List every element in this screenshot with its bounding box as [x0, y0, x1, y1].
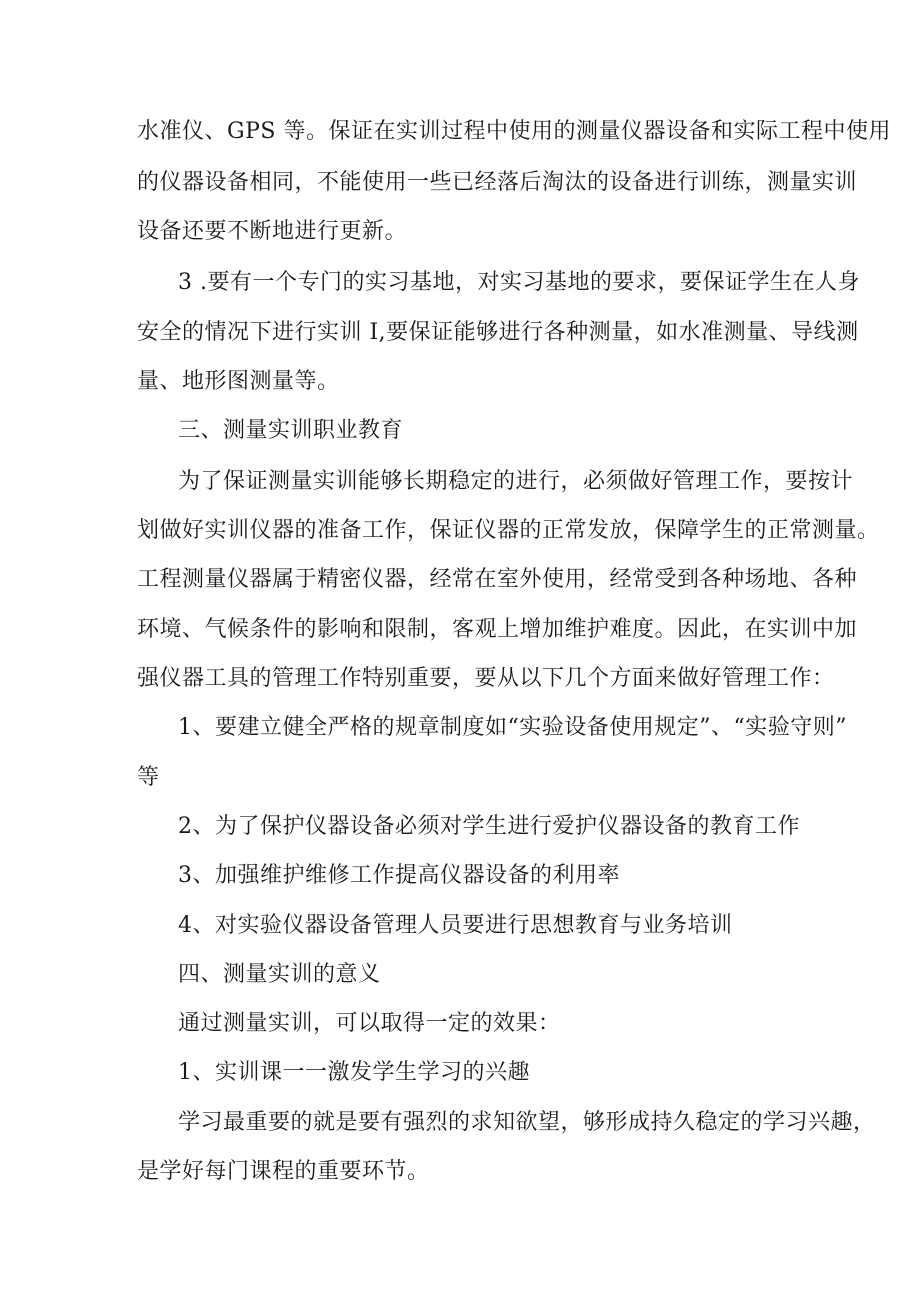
subsection-heading: 1、实训课一一激发学生学习的兴趣: [178, 1060, 530, 1085]
section-heading: 三、测量实训职业教育: [178, 418, 404, 443]
paragraph-line: 3 .要有一个专门的实习基地，对实习基地的要求，要保证学生在人身: [178, 270, 860, 295]
section-heading: 四、测量实训的意义: [178, 962, 381, 987]
paragraph-line: 量、地形图测量等。: [137, 369, 340, 394]
paragraph-line: 划做好实训仪器的准备工作，保证仪器的正常发放，保障学生的正常测量。: [137, 518, 880, 543]
list-item: 3、加强维护维修工作提高仪器设备的利用率: [178, 863, 620, 888]
paragraph-line: 的仪器设备相同，不能使用一些已经落后淘汰的设备进行训练，测量实训: [137, 170, 858, 195]
paragraph-line: 是学好每门课程的重要环节。: [137, 1159, 430, 1184]
paragraph-line: 学习最重要的就是要有强烈的求知欲望，够形成持久稳定的学习兴趣，: [178, 1110, 876, 1135]
paragraph-line: 强仪器工具的管理工作特别重要，要从以下几个方面来做好管理工作：: [137, 666, 835, 691]
paragraph-line: 设备还要不断地进行更新。: [137, 219, 408, 244]
list-item: 1、要建立健全严格的规章制度如“实验设备使用规定”、“实验守则”: [178, 715, 847, 740]
paragraph-line: 等: [137, 765, 160, 790]
paragraph-line: 环境、气候条件的影响和限制，客观上增加维护难度。因此，在实训中加: [137, 617, 858, 642]
paragraph-line: 通过测量实训，可以取得一定的效果：: [178, 1011, 561, 1036]
paragraph-line: 水准仪、GPS 等。保证在实训过程中使用的测量仪器设备和实际工程中使用: [137, 119, 891, 144]
paragraph-line: 为了保证测量实训能够长期稳定的进行，必须做好管理工作，要按计: [178, 469, 854, 494]
list-item: 4、对实验仪器设备管理人员要进行思想教育与业务培训: [178, 913, 733, 938]
paragraph-line: 安全的情况下进行实训 I,要保证能够进行各种测量，如水准测量、导线测: [137, 320, 859, 345]
list-item: 2、为了保护仪器设备必须对学生进行爱护仪器设备的教育工作: [178, 814, 800, 839]
paragraph-line: 工程测量仪器属于精密仪器，经常在室外使用，经常受到各种场地、各种: [137, 567, 858, 592]
